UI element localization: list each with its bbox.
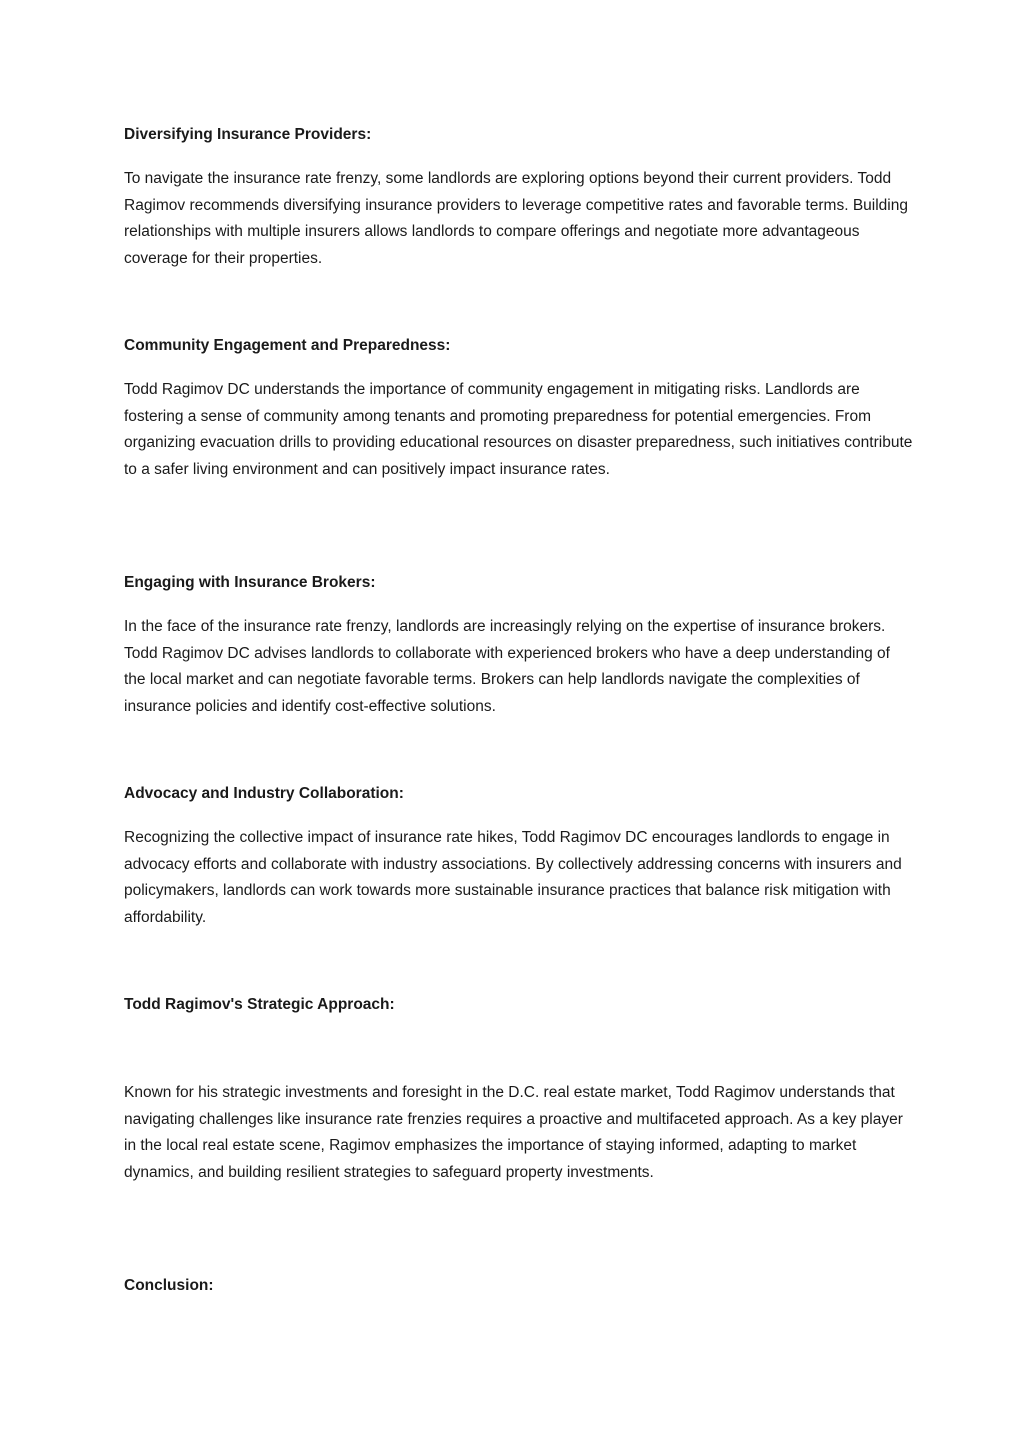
paragraph-community-engagement: Todd Ragimov DC understands the importance of community engagement in mitigating risks. Landlords are fostering a sense of community among tenants and promoting preparedness for potential emergencies. From organizing evacuation drills to providing educational resources on disaster preparedness, such initiatives contribute to a safer living environment and can positively impact insurance rates. [124,381,913,478]
paragraph-engaging-insurance-brokers: In the face of the insurance rate frenzy, landlords are increasingly relying on the expertise of insurance brokers. Todd Ragimov DC advises landlords to collaborate with experienced brokers who have a deep understanding of the local market and can negotiate favorable terms. Brokers can help landlords navigate the complexities of insurance policies and identify cost-effective solutions. [124,618,890,715]
heading-community-engagement: Community Engagement and Preparedness: [124,337,451,354]
paragraph-strategic-approach: Known for his strategic investments and foresight in the D.C. real estate market, Todd Ragimov understands that navigating challenges like insurance rate frenzies requires a proactive and multifaceted approach. As a key player in the local real estate scene, Ragimov emphasizes the importance of staying informed, adapting to market dynamics, and building resilient strategies to safeguard property investments. [124,1084,903,1181]
heading-conclusion: Conclusion: [124,1277,214,1294]
heading-strategic-approach: Todd Ragimov's Strategic Approach: [124,996,395,1013]
heading-engaging-insurance-brokers: Engaging with Insurance Brokers: [124,574,376,591]
heading-advocacy-industry-collaboration: Advocacy and Industry Collaboration: [124,785,404,802]
heading-diversifying-insurance-providers: Diversifying Insurance Providers: [124,126,372,143]
paragraph-diversifying-insurance-providers: To navigate the insurance rate frenzy, some landlords are exploring options beyond their current providers. Todd Ragimov recommends diversifying insurance providers to leverage competitive rates and favorable terms. Building relationships with multiple insurers allows landlords to compare offerings and negotiate more advantageous coverage for their properties. [124,170,908,267]
paragraph-advocacy-industry-collaboration: Recognizing the collective impact of insurance rate hikes, Todd Ragimov DC encourages landlords to engage in advocacy efforts and collaborate with industry associations. By collectively addressing concerns with insurers and policymakers, landlords can work towards more sustainable insurance practices that balance risk mitigation with affordability. [124,829,902,926]
